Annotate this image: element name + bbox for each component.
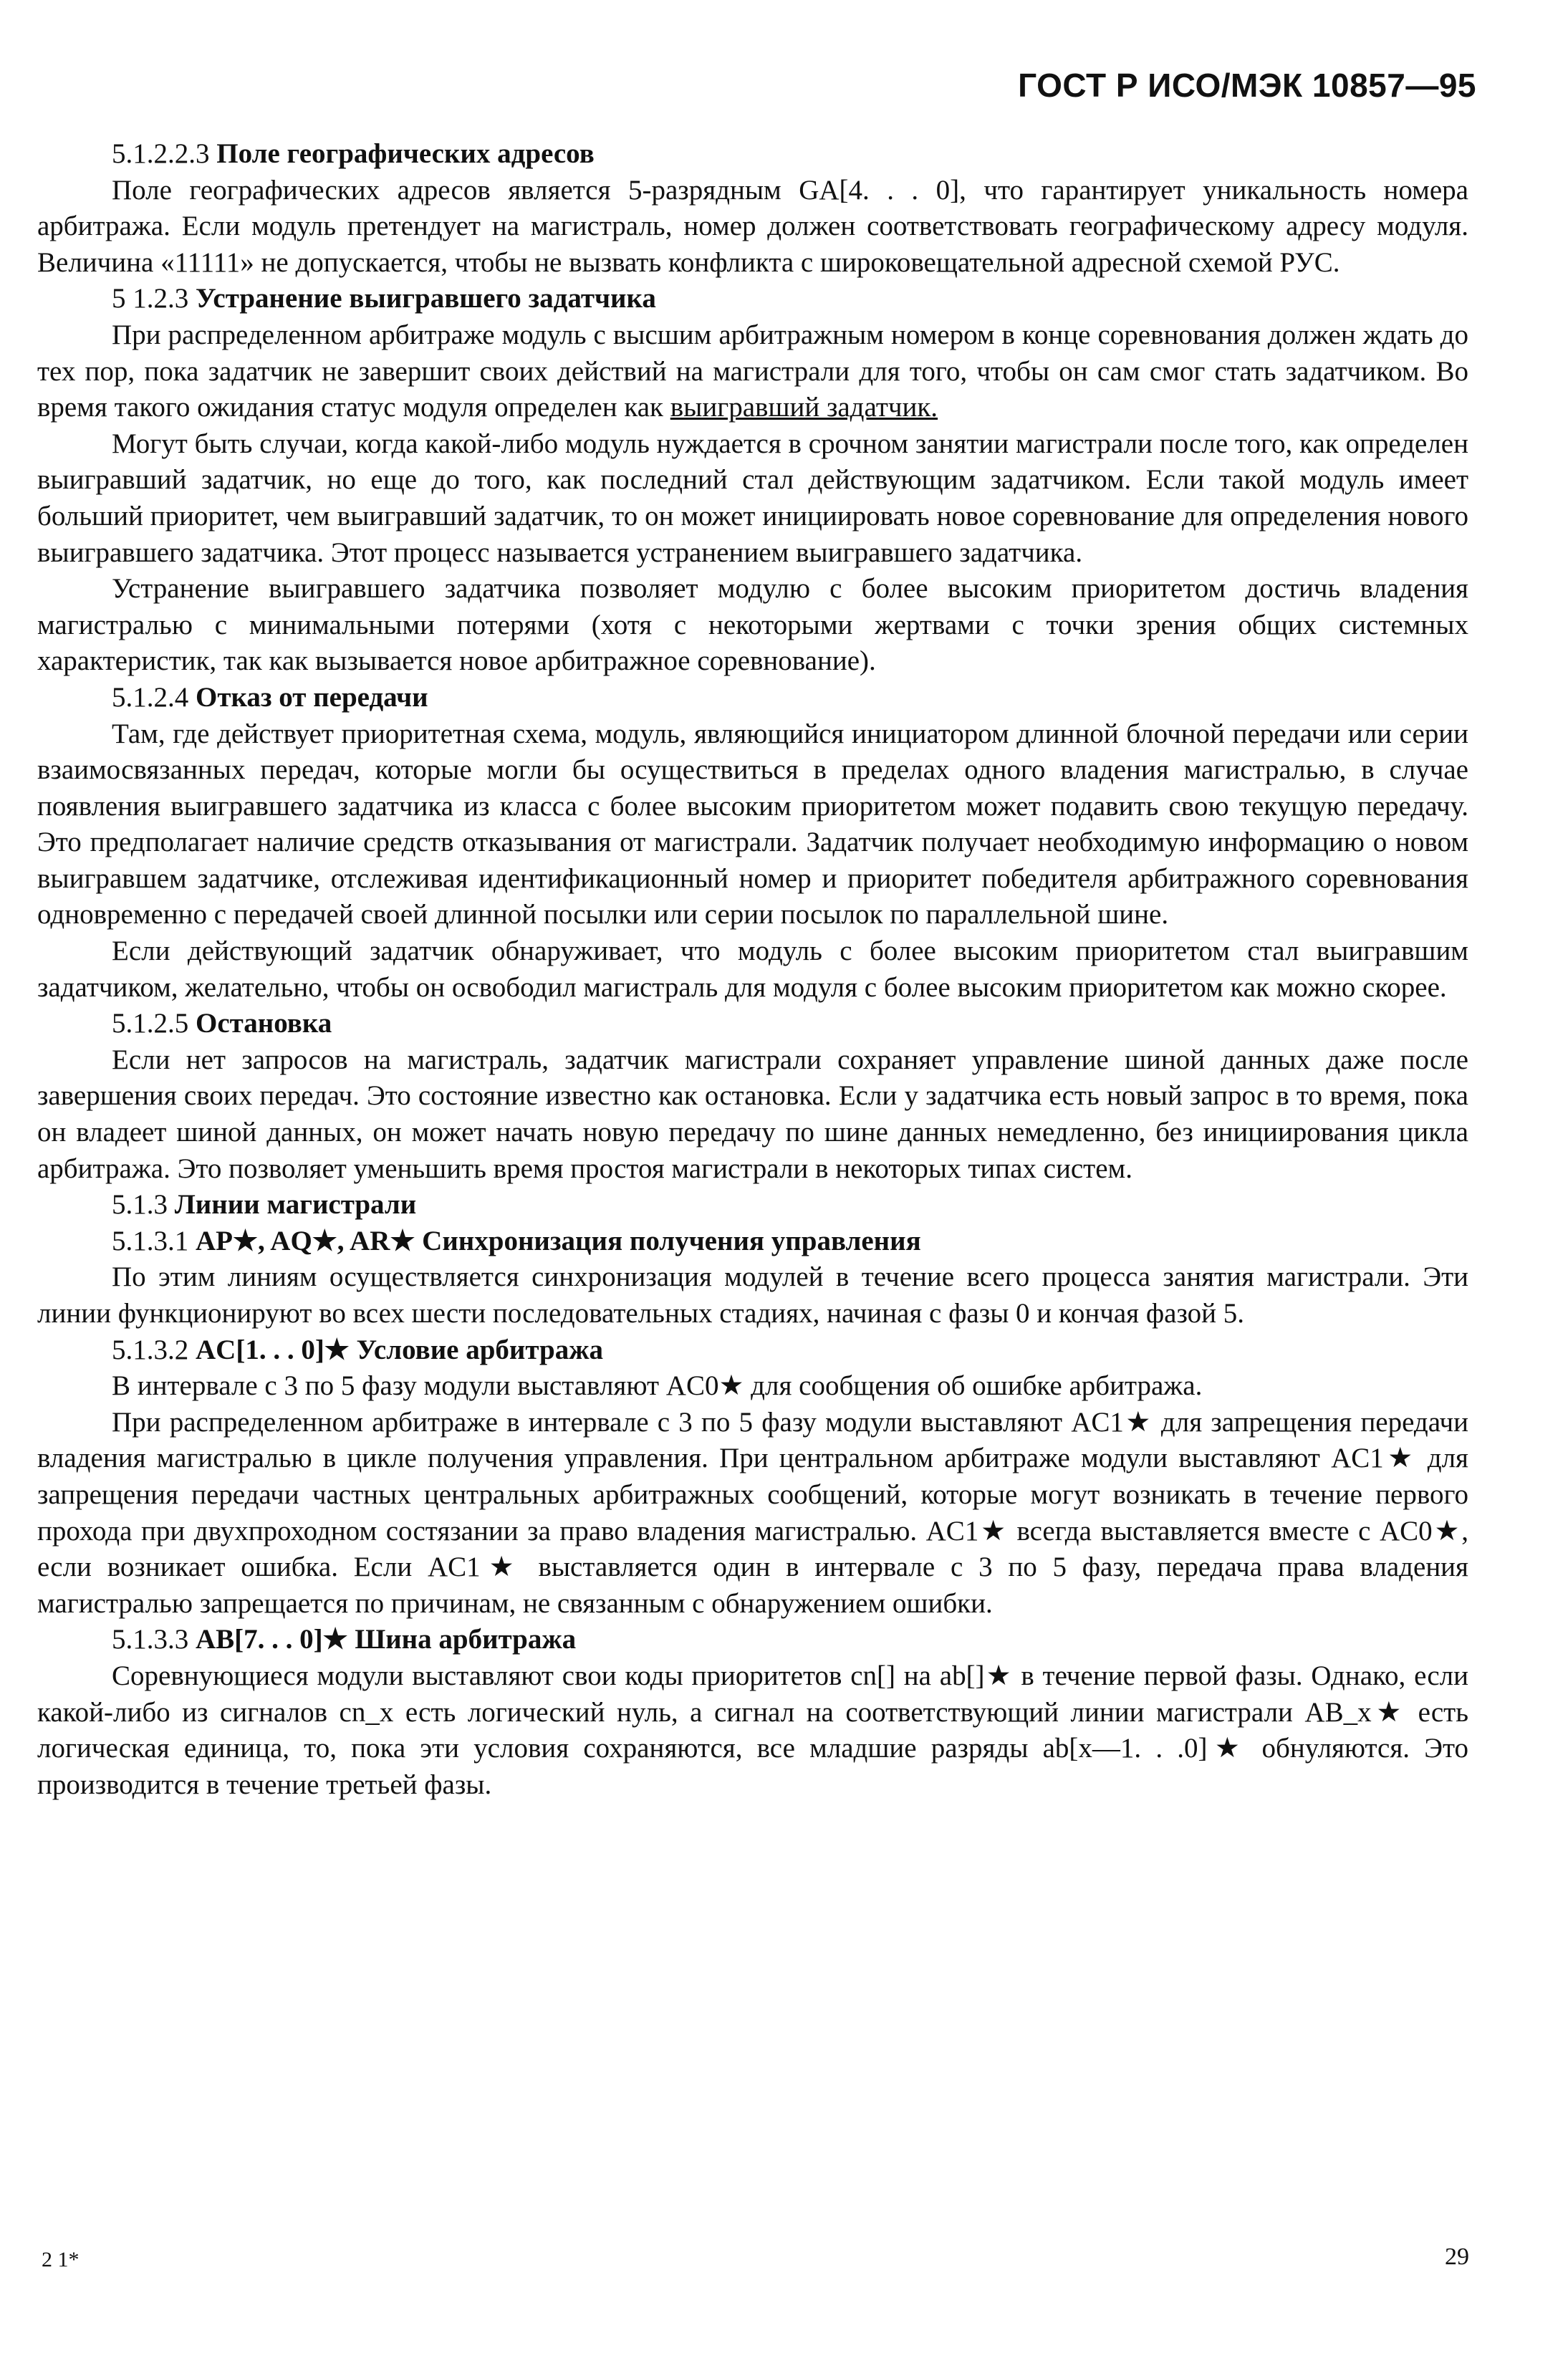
section-heading <box>37 1223 1468 1260</box>
paragraph: Там, где действует приоритетная схема, модуль, являющийся инициатором длинной блочной передачи или серии взаимосвязанных передач, которые могли бы осуществиться в пределах одного владения магистралью, в случае появления выигравшего задатчика из класса с более высоким приоритетом может подавить свою текущую передачу. Это предполагает наличие средств отказывания от магистрали. Задатчик получает необходимую информацию о новом выигравшем задатчике, отслеживая идентификационный номер и приоритет победителя арбитражного соревнования одновременно с передачей своей длинной посылки или серии посылок по параллельной шине. <box>37 718 1468 931</box>
signature-mark: 2 1* <box>42 2248 80 2271</box>
section-title: Отказ от передачи <box>196 681 428 713</box>
section-number: 5.1.2.5 <box>112 1008 189 1039</box>
paragraph <box>37 317 1468 426</box>
section-number: 5.1.3.3 <box>112 1624 189 1655</box>
section-title: Остановка <box>196 1008 332 1039</box>
document-body <box>37 136 1468 1803</box>
paragraph: При распределенном арбитраже в интервале с 3 по 5 фазу модули выставляют AC1★ для запрещения передачи владения магистралью в цикле получения управления. При центральном арбитраже модули выставляют AC1★ для запрещения передачи частных центральных арбитражных сообщений, которые могут возникать в течение первого прохода при двухпроходном состязании за право владения магистралью. AC1★ всегда выставляется вместе с AC0★, если возникает ошибка. Если AC1★ выставляется один в интервале с 3 по 5 фазу, передача права владения магистралью запрещается по причинам, не связанным с обнаружением ошибки. <box>37 1406 1468 1619</box>
document-code-header: ГОСТ Р ИСО/МЭК 10857—95 <box>1018 67 1476 104</box>
underlined-term: выигравший задатчик. <box>670 392 938 423</box>
section-heading <box>37 1187 1468 1223</box>
section-title: Поле географических адресов <box>216 138 595 169</box>
section-number: 5.1.2.4 <box>112 681 189 713</box>
section-heading <box>37 680 1468 716</box>
section-number: 5 1.2.3 <box>112 283 189 314</box>
paragraph-text: При распределенном арбитраже модуль с высшим арбитражным номером в конце соревнования должен ждать до тех пор, пока задатчик не завершит своих действий на магистрали для того, чтобы он сам смог стать задатчиком. Во время такого ожидания статус модуля определен как <box>37 319 1468 423</box>
paragraph: Если действующий задатчик обнаруживает, что модуль с более высоким приоритетом стал выигравшим задатчиком, желательно, чтобы он освободил магистраль для модуля с более высоким приоритетом как можно скорее. <box>37 936 1468 1003</box>
section-title: AP★, AQ★, AR★ Синхронизация получения управления <box>196 1225 921 1256</box>
paragraph: В интервале с 3 по 5 фазу модули выставляют AC0★ для сообщения об ошибке арбитража. <box>112 1370 1203 1402</box>
section-title: Линии магистрали <box>174 1189 417 1221</box>
section-number: 5.1.3 <box>112 1189 168 1221</box>
paragraph: Могут быть случаи, когда какой-либо модуль нуждается в срочном занятии магистрали после того, как определен выигравший задатчик, но еще до того, как последний стал действующим задатчиком. Если такой модуль имеет больший приоритет, чем выигравший задатчик, то он может инициировать новое соревнование для определения нового выигравшего задатчика. Этот процесс называется устранением выигравшего задатчика. <box>37 428 1468 568</box>
section-number: 5.1.3.1 <box>112 1225 189 1256</box>
paragraph: По этим линиям осуществляется синхронизация модулей в течение всего процесса занятия магистрали. Эти линии функционируют во всех шести последовательных стадиях, начиная с фазы 0 и кончая фазой 5. <box>37 1261 1468 1329</box>
section-title: Устранение выигравшего задатчика <box>196 283 656 314</box>
section-number: 5.1.2.2.3 <box>112 138 210 169</box>
section-number: 5.1.3.2 <box>112 1334 189 1365</box>
section-heading <box>37 281 1468 317</box>
section-title: AB[7. . . 0]★ Шина арбитража <box>196 1624 577 1655</box>
section-heading <box>37 1006 1468 1042</box>
paragraph: Если нет запросов на магистраль, задатчик магистрали сохраняет управление шиной данных даже после завершения своих передач. Это состояние известно как остановка. Если у задатчика есть новый запрос в то время, пока он владеет шиной данных, он может начать новую передачу по шине данных немедленно, без инициирования цикла арбитража. Это позволяет уменьшить время простоя магистрали в некоторых типах систем. <box>37 1044 1468 1184</box>
paragraph: Устранение выигравшего задатчика позволяет модулю с более высоким приоритетом достичь владения магистралью с минимальными потерями (хотя с некоторыми жертвами с точки зрения общих системных характеристик, так как вызывается новое арбитражное соревнование). <box>37 573 1468 677</box>
section-heading <box>37 1622 1468 1658</box>
section-heading <box>37 1332 1468 1369</box>
section-title: AC[1. . . 0]★ Условие арбитража <box>196 1334 604 1365</box>
paragraph: Соревнующиеся модули выставляют свои коды приоритетов cn[] на ab[]★ в течение первой фазы. Однако, если какой-либо из сигналов cn_x есть логический нуль, а сигнал на соответствующий линии магистрали AB_x★ есть логическая единица, то, пока эти условия сохраняются, все младшие разряды ab[x—1. . .0]★ обнуляются. Это производится в течение третьей фазы. <box>37 1660 1468 1800</box>
section-heading <box>37 136 1468 173</box>
page-number: 29 <box>1445 2244 1469 2270</box>
paragraph: Поле географических адресов является 5-разрядным GA[4. . . 0], что гарантирует уникальность номера арбитража. Если модуль претендует на магистраль, номер должен соответствовать географическому адресу модуля. Величина «11111» не допускается, чтобы не вызвать конфликта с широковещательной адресной схемой РУС. <box>37 174 1468 278</box>
